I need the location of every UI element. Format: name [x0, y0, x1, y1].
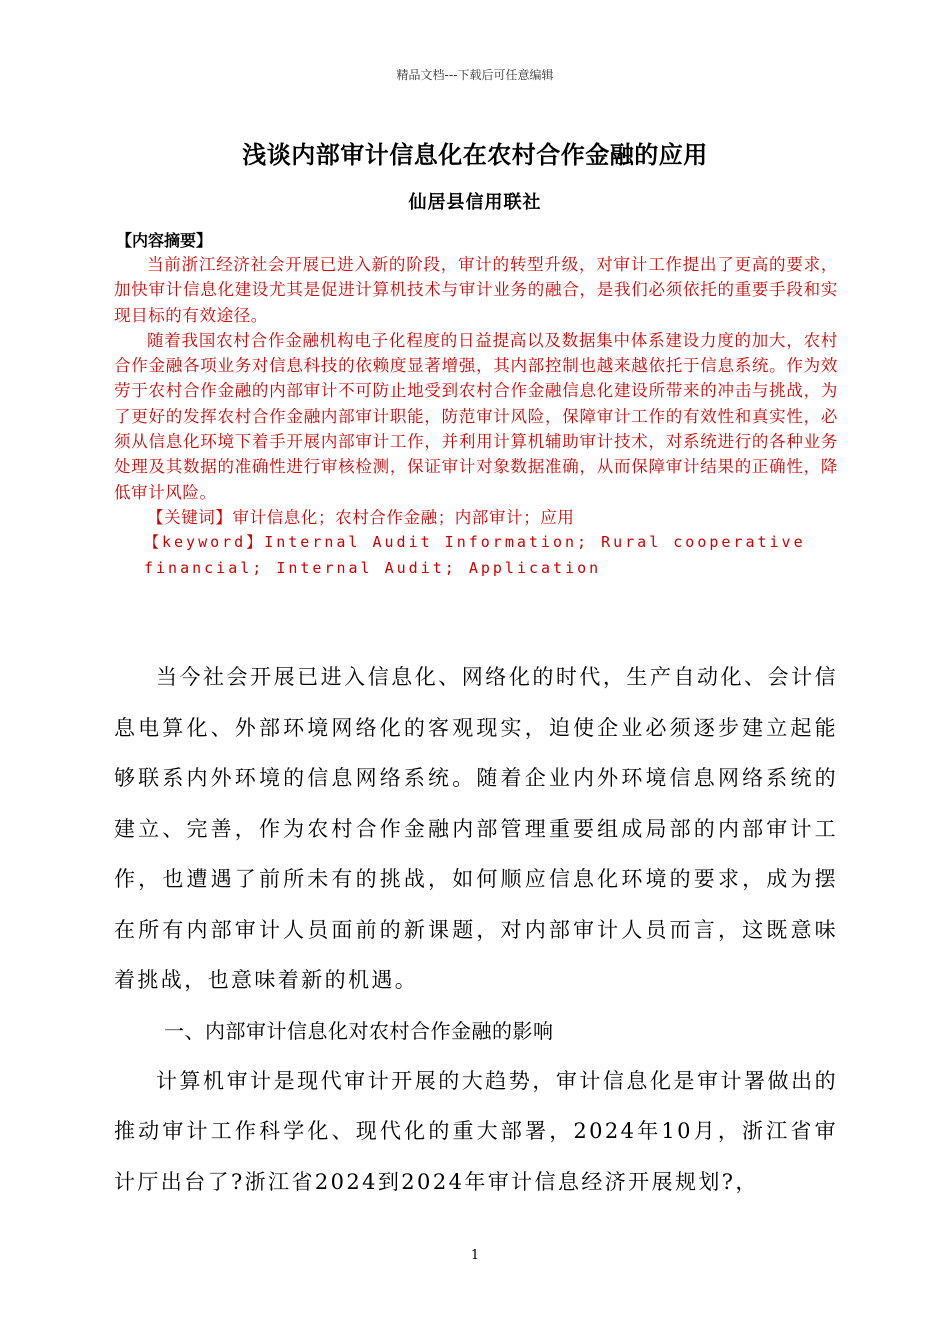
body-paragraph: 计算机审计是现代审计开展的大趋势，审计信息化是审计署做出的推动审计工作科学化、现代化的重大部署，2024年10月，浙江省审计厅出台了?浙江省2024到2024年审计信息经济开展规划?，	[114, 1068, 838, 1194]
abstract-paragraph: 当前浙江经济社会开展已进入新的阶段，审计的转型升级，对审计工作提出了更高的要求，加快审计信息化建设尤其是促进计算机技术与审计业务的融合，是我们必须依托的重要手段和实现目标的有效途径。	[114, 255, 838, 325]
abstract-paragraph: 随着我国农村合作金融机构电子化程度的日益提高以及数据集中体系建设力度的加大，农村合作金融各项业务对信息科技的依赖度显著增强，其内部控制也越来越依托于信息系统。作为效劳于农村合作金融的内部审计不可防止地受到农村合作金融信息化建设所带来的冲击与挑战，为了更好的发挥农村合作金融内部审计职能，防范审计风险，保障审计工作的有效性和真实性，必须从信息化环境下着手开展内部审计工作，并利用计算机辅助审计技术，对系统进行的各种业务处理及其数据的准确性进行审核检测，保证审计对象数据准确，从而保障审计结果的正确性，降低审计风险。	[114, 330, 838, 502]
body-paragraph: 当今社会开展已进入信息化、网络化的时代，生产自动化、会计信息电算化、外部环境网络化的客观现实，迫使企业必须逐步建立起能够联系内外环境的信息网络系统。随着企业内外环境信息网络系统的建立、完善，作为农村合作金融内部管理重要组成局部的内部审计工作，也遭遇了前所未有的挑战，如何顺应信息化环境的要求，成为摆在所有内部审计人员面前的新课题，对内部审计人员而言，这既意味着挑战，也意味着新的机遇。	[114, 665, 838, 992]
keywords-english-line1: 【keyword】Internal Audit Information; Rural cooperative	[144, 533, 806, 552]
abstract-heading: 【内容摘要】	[116, 231, 213, 250]
page-header: 精品文档---下载后可任意编辑	[396, 68, 554, 82]
document-title: 浅谈内部审计信息化在农村合作金融的应用	[242, 141, 708, 169]
page-number: 1	[470, 1248, 480, 1263]
author-organization: 仙居县信用联社	[408, 192, 542, 213]
keywords-chinese: 【关键词】审计信息化；农村合作金融；内部审计；应用	[147, 507, 575, 527]
abstract-block	[114, 252, 838, 581]
keywords-english-line2: financial; Internal Audit; Application	[144, 558, 602, 577]
document-body	[114, 652, 838, 1207]
section-heading: 一、内部审计信息化对农村合作金融的影响	[164, 1018, 554, 1043]
